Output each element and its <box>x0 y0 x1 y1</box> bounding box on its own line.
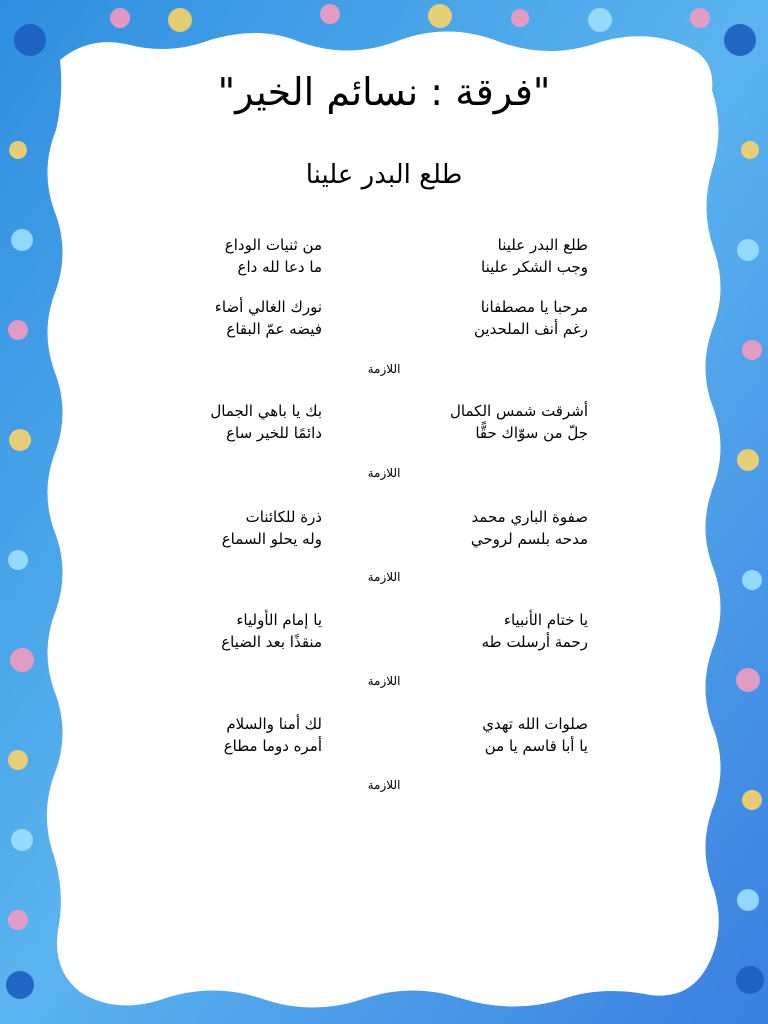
verse-line-left: لك أمنا والسلام <box>226 715 322 733</box>
verse-line-right: طلع البدر علينا <box>497 236 588 254</box>
verse-line-right: صلوات الله تهدي <box>482 715 588 733</box>
verse-line-left: أمره دوما مطاع <box>223 737 322 755</box>
verse-line-right: رغم أنف الملحدين <box>473 320 588 338</box>
refrain-label: اللازمة <box>367 466 401 480</box>
verse-line-right: يا أبا قاسم يا من <box>484 737 588 755</box>
verse-line-right: وجب الشكر علينا <box>481 258 588 276</box>
verse-line-right: رحمة أرسلت طه <box>481 633 588 651</box>
verse-line-right: يا ختام الأنبياء <box>503 611 588 629</box>
verse-line-left: فيضه عمّ البقاع <box>226 320 322 338</box>
verse-line-left: نورك الغالي أضاء <box>214 298 322 316</box>
verse-line-left: من ثنيات الوداع <box>224 236 322 254</box>
verse-line-left: ذرة للكائنات <box>245 508 322 526</box>
refrain-label: اللازمة <box>367 570 401 584</box>
verse-line-left: دائمًا للخير ساع <box>226 424 322 442</box>
verse-line-left: يا إمام الأولياء <box>236 611 322 629</box>
verse-line-left: ما دعا لله داع <box>237 258 322 276</box>
page-title: "فرقة : نسائم الخير" <box>217 70 551 114</box>
verse-line-left: وله يحلو السماع <box>221 530 322 548</box>
verse-line-right: جلّ من سوّاك حقًّا <box>475 424 588 442</box>
refrain-label: اللازمة <box>367 778 401 792</box>
refrain-label: اللازمة <box>367 362 401 376</box>
song-title: طلع البدر علينا <box>305 160 463 190</box>
verse-line-right: مدحه بلسم لروحي <box>470 530 588 548</box>
verse-line-left: بك يا باهي الجمال <box>210 402 322 420</box>
verse-line-left: منقذًا بعد الضياع <box>221 633 322 651</box>
verse-line-right: مرحبا يا مصطفانا <box>480 298 588 316</box>
verse-line-right: صفوة الباري محمد <box>471 508 588 526</box>
refrain-label: اللازمة <box>367 674 401 688</box>
verse-line-right: أشرقت شمس الكمال <box>450 402 588 420</box>
